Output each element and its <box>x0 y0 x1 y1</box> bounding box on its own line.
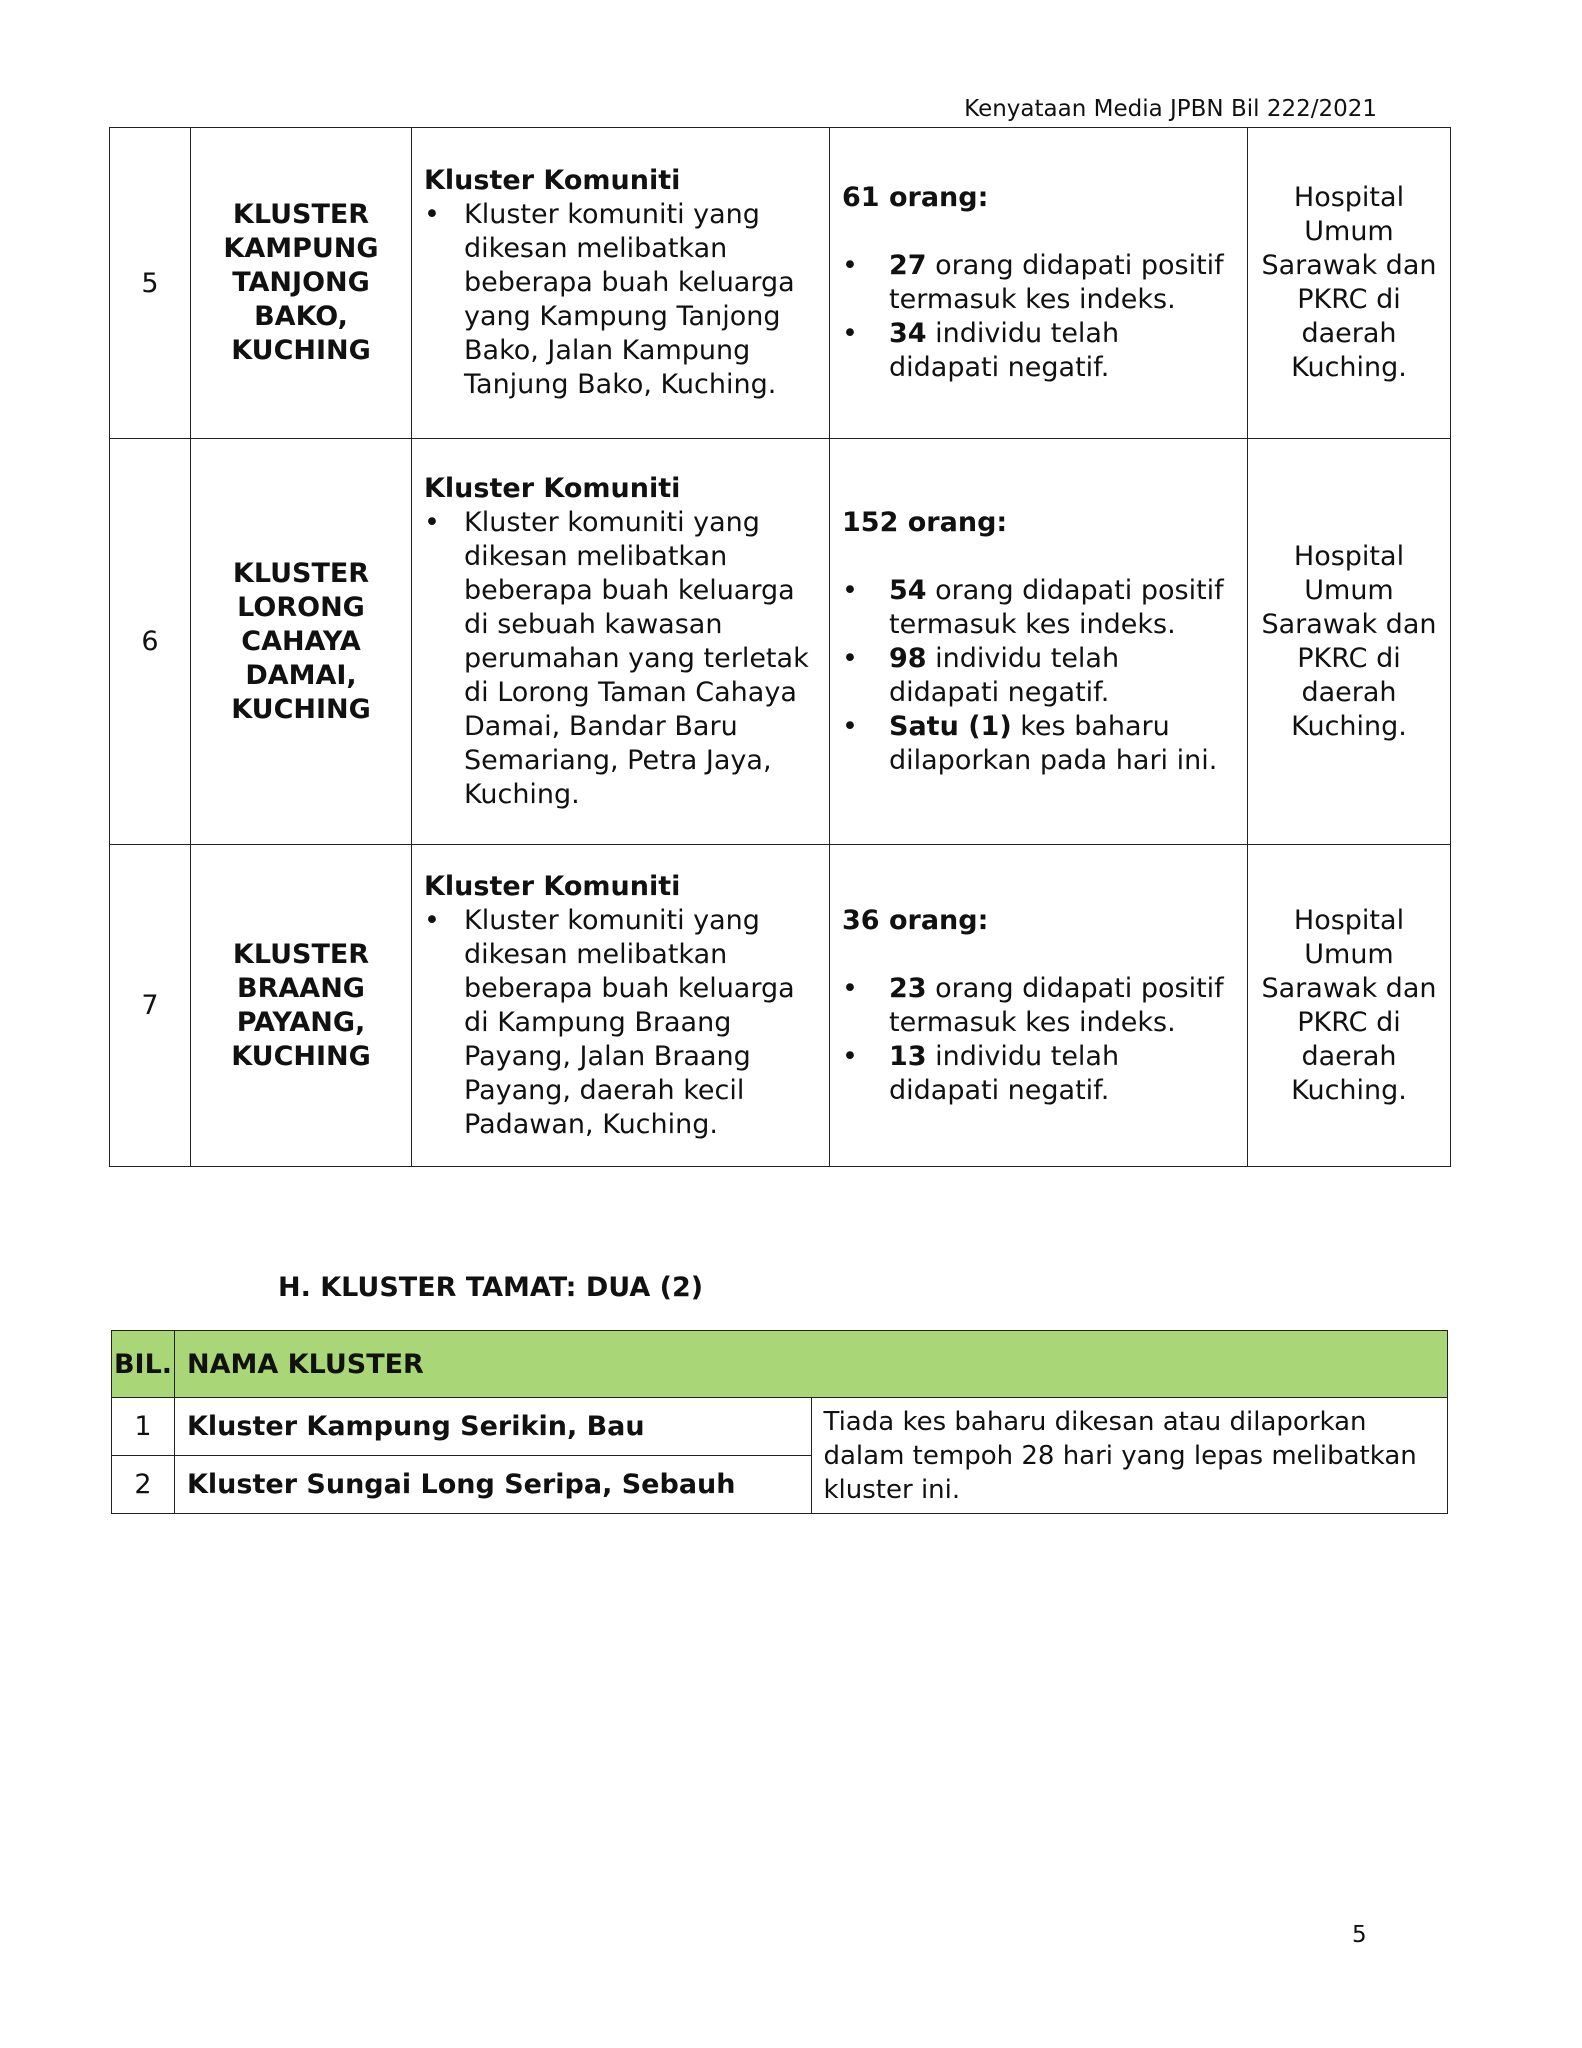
row-number: 2 <box>112 1456 175 1514</box>
section-title: H. KLUSTER TAMAT: DUA (2) <box>278 1272 704 1303</box>
total-count: 36 orang: <box>842 904 989 936</box>
list-item <box>424 904 817 1142</box>
cluster-name-line: PAYANG, <box>236 1006 366 1038</box>
list-item <box>424 198 817 402</box>
case-stats <box>830 845 1248 1167</box>
list-item <box>842 710 1235 778</box>
cluster-name <box>191 845 412 1167</box>
column-header-nama: NAMA KLUSTER <box>175 1331 1448 1398</box>
list-item <box>424 506 817 812</box>
stat-text: orang didapati positif termasuk kes indeks. <box>889 972 1224 1038</box>
cluster-name-line: KLUSTER <box>232 199 370 230</box>
cluster-name-line: LORONG <box>237 591 365 623</box>
list-item <box>842 642 1235 710</box>
cluster-name-line: CAHAYA <box>241 625 361 657</box>
cluster-name-line: TANJONG <box>232 267 370 298</box>
description-text: Kluster komuniti yang dikesan melibatkan beberapa buah keluarga di Kampung Braang Payang, Jalan Braang Payang, daerah kecil Padawan, Kuching. <box>464 904 795 1140</box>
cluster-description <box>412 845 830 1167</box>
stat-text: orang didapati positif termasuk kes indeks. <box>889 574 1224 640</box>
status-note: Tiada kes baharu dikesan atau dilaporkan dalam tempoh 28 hari yang lepas melibatkan kluster ini. <box>811 1398 1448 1514</box>
stat-value: 23 <box>889 972 927 1004</box>
treatment-location: Hospital Umum Sarawak dan PKRC di daerah Kuching. <box>1248 128 1451 439</box>
description-text: Kluster komuniti yang dikesan melibatkan beberapa buah keluarga di sebuah kawasan perumahan yang terletak di Lorong Taman Cahaya Damai, Bandar Baru Semariang, Petra Jaya, Kuching. <box>464 506 809 810</box>
stat-value: 34 <box>889 318 927 349</box>
cluster-name-line: KUCHING <box>231 693 371 725</box>
treatment-location: Hospital Umum Sarawak dan PKRC di daerah Kuching. <box>1248 439 1451 845</box>
bullet-icon: • <box>842 710 858 742</box>
document-reference: Kenyataan Media JPBN Bil 222/2021 <box>964 96 1377 122</box>
stat-text: orang didapati positif termasuk kes indeks. <box>889 250 1224 315</box>
cluster-name-line: KUCHING <box>231 1040 371 1072</box>
bullet-icon: • <box>842 250 858 281</box>
stat-value: 13 <box>889 1040 927 1072</box>
bullet-icon: • <box>842 972 858 1004</box>
stat-text: individu telah didapati negatif. <box>889 1040 1120 1106</box>
cluster-name: Kluster Kampung Serikin, Bau <box>175 1398 812 1456</box>
list-item <box>842 249 1235 317</box>
page-number: 5 <box>1352 1922 1367 1948</box>
treatment-location: Hospital Umum Sarawak dan PKRC di daerah Kuching. <box>1248 845 1451 1167</box>
ended-cluster-table <box>111 1330 1448 1514</box>
list-item <box>842 574 1235 642</box>
table-row <box>110 845 1451 1167</box>
cluster-name <box>191 128 412 439</box>
cluster-description <box>412 439 830 845</box>
cluster-name-line: KLUSTER <box>232 557 370 589</box>
cluster-name-line: KUCHING <box>231 335 371 366</box>
row-number: 6 <box>110 439 191 845</box>
cluster-name-line: BAKO, <box>254 301 348 332</box>
stat-value: Satu (1) <box>889 710 1012 742</box>
list-item <box>842 972 1235 1040</box>
bullet-icon: • <box>842 642 858 674</box>
row-number: 1 <box>112 1398 175 1456</box>
stat-text: individu telah didapati negatif. <box>889 642 1120 708</box>
table-row <box>112 1398 1448 1456</box>
cluster-name: Kluster Sungai Long Seripa, Sebauh <box>175 1456 812 1514</box>
row-number: 7 <box>110 845 191 1167</box>
stat-text: kes baharu dilaporkan pada hari ini. <box>889 710 1218 776</box>
cluster-name-line: BRAANG <box>237 972 365 1004</box>
case-stats <box>830 439 1248 845</box>
cluster-name-line: DAMAI, <box>245 659 357 691</box>
cluster-name-line: KLUSTER <box>232 938 370 970</box>
bullet-icon: • <box>424 506 440 538</box>
stat-value: 98 <box>889 642 927 674</box>
total-count: 152 orang: <box>842 506 1008 538</box>
table-row <box>110 439 1451 845</box>
cluster-type: Kluster Komuniti <box>424 165 681 196</box>
case-stats <box>830 128 1248 439</box>
description-text: Kluster komuniti yang dikesan melibatkan beberapa buah keluarga yang Kampung Tanjong Bako, Jalan Kampung Tanjung Bako, Kuching. <box>464 199 795 400</box>
cluster-type: Kluster Komuniti <box>424 870 681 902</box>
bullet-icon: • <box>424 199 440 230</box>
bullet-icon: • <box>842 574 858 606</box>
bullet-icon: • <box>424 904 440 936</box>
cluster-name-line: KAMPUNG <box>223 233 379 264</box>
cluster-description <box>412 128 830 439</box>
cluster-table <box>109 127 1451 1167</box>
bullet-icon: • <box>842 1040 858 1072</box>
stat-value: 27 <box>889 250 927 281</box>
stat-text: individu telah didapati negatif. <box>889 318 1120 383</box>
bullet-icon: • <box>842 318 858 349</box>
column-header-bil: BIL. <box>112 1331 175 1398</box>
cluster-name <box>191 439 412 845</box>
table-row <box>110 128 1451 439</box>
table-header <box>112 1331 1448 1398</box>
stat-value: 54 <box>889 574 927 606</box>
cluster-type: Kluster Komuniti <box>424 472 681 504</box>
list-item <box>842 317 1235 385</box>
row-number: 5 <box>110 128 191 439</box>
total-count: 61 orang: <box>842 182 989 213</box>
list-item <box>842 1040 1235 1108</box>
